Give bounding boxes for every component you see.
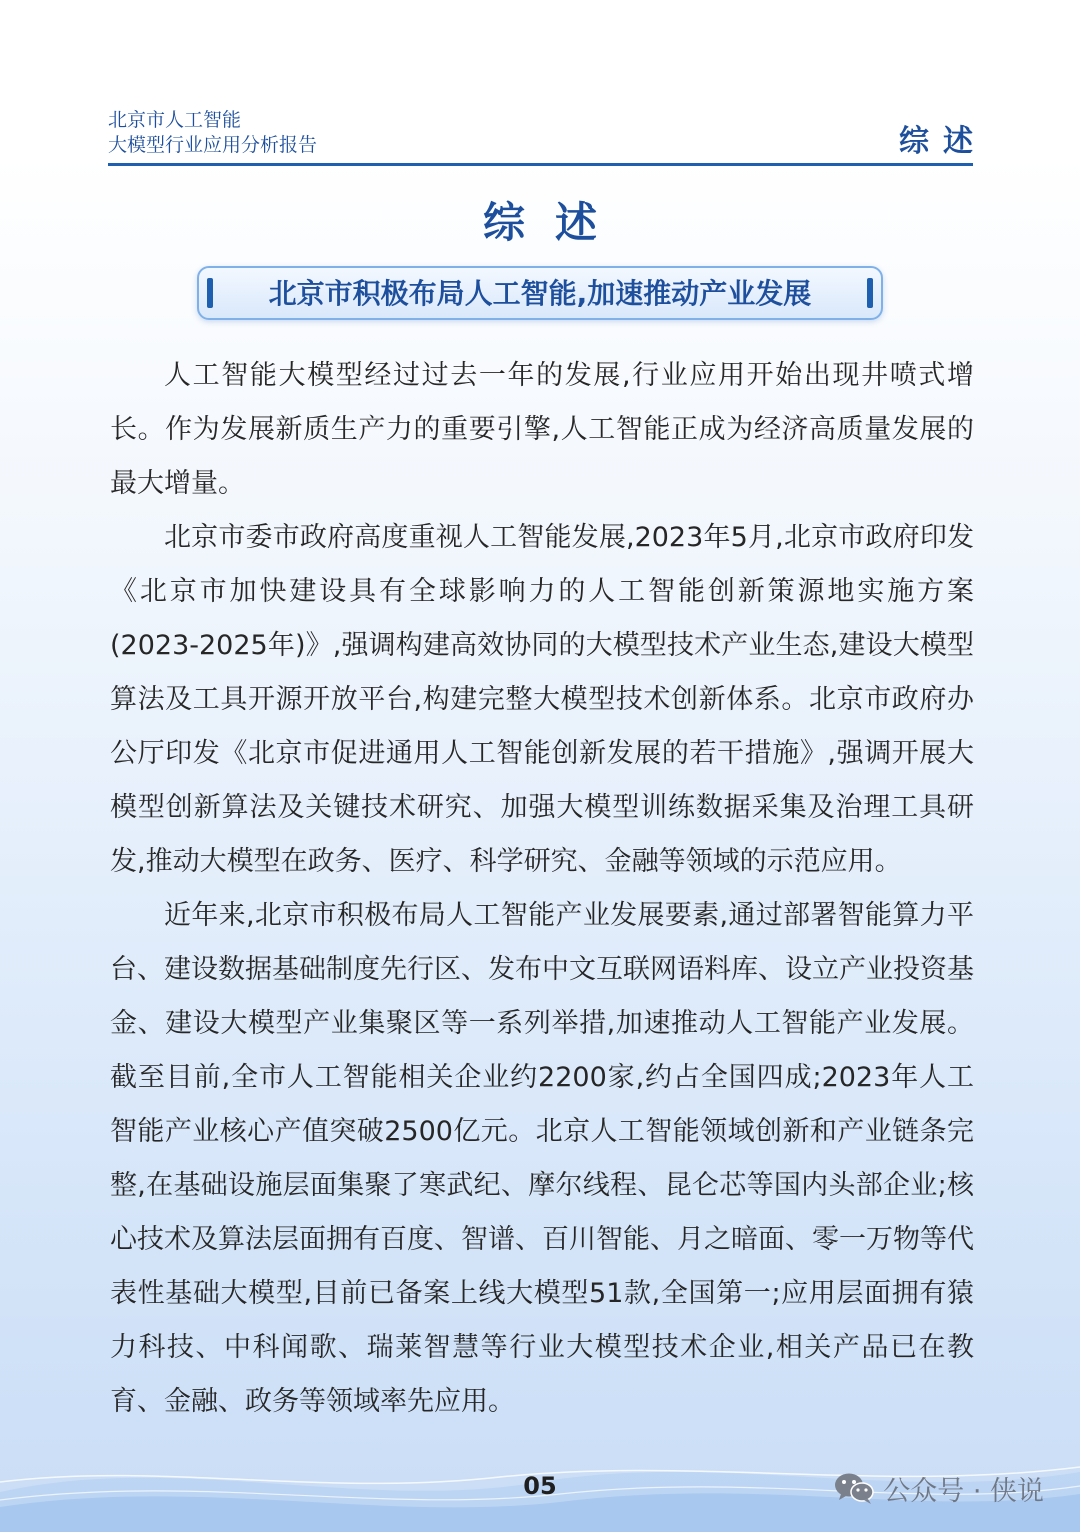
watermark-text: 公众号 · 侠说	[883, 1475, 1044, 1507]
watermark	[833, 1468, 1044, 1508]
paragraph-3: 近年来,北京市积极布局人工智能产业发展要素,通过部署智能算力平台、建设数据基础制度先行区、发布中文互联网语料库、设立产业投资基金、建设大模型产业集聚区等一系列举措,加速推动人工智能产业发展。截至目前,全市人工智能相关企业约2200家,约占全国四成;2023年人工智能产业核心产值突破2500亿元。北京人工智能领域创新和产业链条完整,在基础设施层面集聚了寒武纪、摩尔线程、昆仑芯等国内头部企业;核心技术及算法层面拥有百度、智谱、百川智能、月之暗面、零一万物等代表性基础大模型,目前已备案上线大模型51款,全国第一;应用层面拥有猿力科技、中科闻歌、瑞莱智慧等行业大模型技术企业,相关产品已在教育、金融、政务等领域率先应用。	[110, 900, 974, 1417]
section-label: 综述	[899, 124, 987, 159]
page-title: 综述	[482, 198, 627, 247]
wechat-icon	[833, 1470, 875, 1506]
page-number: 05	[523, 1472, 557, 1500]
paragraph-2: 北京市委市政府高度重视人工智能发展,2023年5月,北京市政府印发《北京市加快建设具有全球影响力的人工智能创新策源地实施方案(2023-2025年)》,强调构建高效协同的大模型技术产业生态,建设大模型算法及工具开源开放平台,构建完整大模型技术创新体系。北京市政府办公厅印发《北京市促进通用人工智能创新发展的若干措施》,强调开展大模型创新算法及关键技术研究、加强大模型训练数据采集及治理工具研发,推动大模型在政务、医疗、科学研究、金融等领域的示范应用。	[110, 522, 974, 877]
section-subtitle: 北京市积极布局人工智能,加速推动产业发展	[268, 277, 812, 310]
banner-right-bar	[867, 278, 873, 308]
section-subtitle-banner	[197, 266, 883, 320]
header-divider	[108, 163, 973, 166]
body-text	[110, 349, 974, 1429]
report-title-line2: 大模型行业应用分析报告	[108, 134, 318, 156]
paragraph-1: 人工智能大模型经过过去一年的发展,行业应用开始出现井喷式增长。作为发展新质生产力的重要引擎,人工智能正成为经济高质量发展的最大增量。	[110, 360, 974, 499]
report-title-block	[108, 108, 317, 158]
report-title-line1: 北京市人工智能	[108, 109, 242, 131]
page-header	[108, 108, 987, 168]
